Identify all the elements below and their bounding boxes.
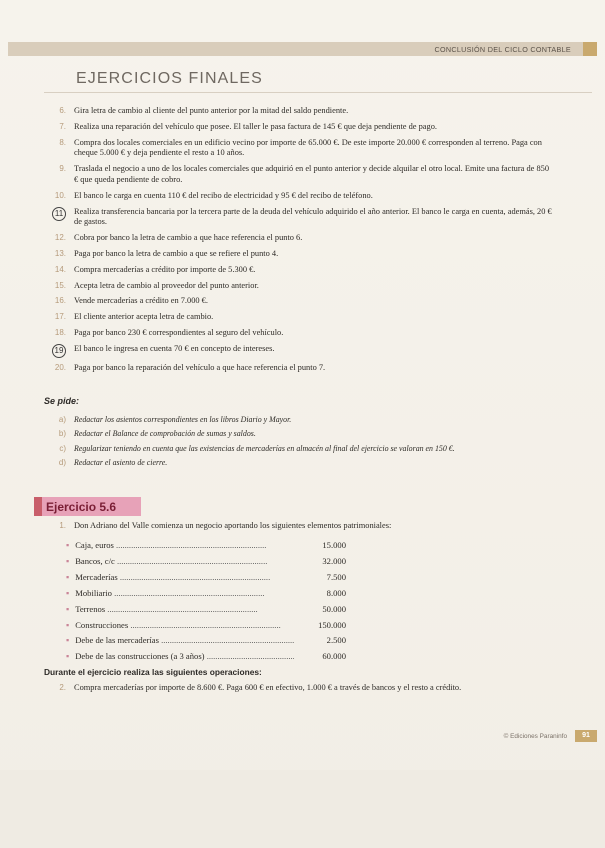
exercise-item [44, 521, 564, 532]
exercise-number: 12. [54, 233, 66, 243]
exercise-item [44, 328, 554, 339]
exercise-list [44, 106, 554, 374]
task-text: Redactar el asiento de cierre. [74, 458, 168, 468]
title-divider [44, 92, 592, 93]
balance-row [66, 570, 346, 586]
badge-accent-block [34, 497, 42, 516]
exercise-number: 15. [54, 280, 66, 290]
exercise-text: Paga por banco la reparación del vehículo a que hace referencia el punto 7. [74, 362, 326, 372]
exercise-item [44, 164, 554, 186]
balance-row [66, 586, 346, 602]
exercise-item [44, 233, 554, 244]
task-letter: d) [58, 458, 66, 468]
page-bottom-margin [0, 770, 605, 848]
exercise-number: 13. [54, 248, 66, 258]
bullet-icon: ▪ [66, 635, 70, 646]
exercise-text: Paga por banco 230 € correspondientes al seguro del vehículo. [74, 327, 284, 337]
balance-label: Debe de las construcciones (a 3 años) ..... [75, 649, 294, 665]
header-accent-block [583, 42, 597, 56]
exercise-item [44, 363, 554, 374]
exercise-item [44, 296, 554, 307]
balance-label: Debe de las mercaderías ..... [75, 633, 294, 649]
task-letter: a) [58, 415, 66, 424]
balance-label: Bancos, c/c ..... [75, 554, 294, 570]
exercise-text: El banco le carga en cuenta 110 € del recibo de electricidad y 95 € del recibo de teléfono. [74, 190, 373, 200]
exercise-text: Acepta letra de cambio al proveedor del punto anterior. [74, 280, 259, 290]
balance-list [66, 538, 346, 665]
operations-heading: Durante el ejercicio realiza las siguientes operaciones: [44, 667, 262, 677]
exercise-item [44, 312, 554, 323]
exercise-text: Compra mercaderías por importe de 8.600 €. Paga 600 € en efectivo, 1.000 € a través de bancos y el resto a crédito. [74, 683, 462, 692]
exercise-number: 2. [59, 683, 66, 692]
exercise-item [44, 265, 554, 276]
task-list [44, 413, 564, 471]
bullet-icon: ▪ [66, 603, 70, 614]
balance-row [66, 618, 346, 634]
balance-label: Terrenos ..... [75, 602, 294, 618]
exercise-text: Don Adriano del Valle comienza un negocio aportando los siguientes elementos patrimoniales: [74, 521, 392, 530]
task-item [44, 442, 564, 456]
exercise-number: 7. [59, 121, 66, 131]
bullet-icon: ▪ [66, 619, 70, 630]
bullet-icon: ▪ [66, 651, 70, 662]
exercise-item [44, 191, 554, 202]
exercise-number: 6. [59, 106, 66, 115]
exercise-item [44, 106, 554, 117]
bullet-icon: ▪ [66, 555, 70, 566]
task-item [44, 413, 564, 427]
exercise-item [44, 281, 554, 292]
balance-row [66, 602, 346, 618]
exercise-intro [44, 521, 564, 532]
exercise-text: Realiza una reparación del vehículo que posee. El taller le pasa factura de 145 € que deja pendiente de pago. [74, 121, 437, 131]
exercise-item [44, 122, 554, 133]
task-letter: c) [59, 443, 66, 453]
exercise-text: Realiza transferencia bancaria por la tercera parte de la deuda del vehículo adquirido el año anterior. El banco le carga en cuenta, además, 20 € de gastos. [74, 206, 552, 227]
section-title: EJERCICIOS FINALES [76, 70, 263, 87]
balance-row [66, 649, 346, 665]
operation-list [44, 683, 544, 694]
exercise-number: 9. [59, 164, 66, 174]
balance-value: 60.000 [322, 651, 346, 662]
balance-value: 15.000 [322, 540, 346, 550]
balance-label: Mobiliario ..... [75, 586, 294, 602]
chapter-header-bar [8, 42, 593, 56]
exercise-text: Compra mercaderías a crédito por importe de 5.300 €. [74, 264, 256, 274]
exercise-number: 16. [54, 296, 66, 306]
balance-row [66, 633, 346, 649]
exercise-number: 20. [54, 362, 66, 372]
exercise-text: El banco le ingresa en cuenta 70 € en concepto de intereses. [74, 343, 275, 353]
exercise-text: Vende mercaderías a crédito en 7.000 €. [74, 296, 208, 306]
exercise-item [44, 207, 554, 229]
exercise-item [44, 138, 554, 160]
exercise-text: Traslada el negocio a uno de los locales comerciales que adquirió en el punto anterior y decide alquilar el otro local. Emite una factura de 850 € que queda pendiente de cobro. [74, 164, 550, 184]
task-text: Redactar los asientos correspondientes en los libros Diario y Mayor. [74, 415, 292, 424]
balance-value: 50.000 [322, 603, 346, 614]
chapter-header-title: CONCLUSIÓN DEL CICLO CONTABLE [434, 44, 571, 54]
exercise-number: 1. [59, 521, 66, 530]
task-item [44, 456, 564, 470]
balance-value: 7.500 [326, 571, 346, 582]
se-pide-heading: Se pide: [44, 396, 80, 406]
exercise-number: 8. [59, 137, 66, 147]
balance-label: Construcciones ..... [75, 618, 294, 634]
balance-label: Caja, euros ..... [75, 538, 294, 554]
balance-row [66, 554, 346, 570]
bullet-icon: ▪ [66, 587, 70, 598]
exercise-item [44, 344, 554, 358]
task-letter: b) [58, 429, 66, 439]
balance-label: Mercaderías ..... [75, 570, 294, 586]
page-number: 91 [575, 730, 597, 742]
balance-row [66, 538, 346, 554]
exercise-text: Paga por banco la letra de cambio a que se refiere el punto 4. [74, 248, 279, 258]
exercise-badge [34, 497, 141, 516]
exercise-text: Compra dos locales comerciales en un edificio vecino por importe de 65.000 €. De este importe 20.000 € corresponden al terreno. Paga con cheque 5.000 € y deja pendiente el resto a 10 años. [74, 137, 542, 158]
bullet-icon: ▪ [66, 571, 70, 582]
exercise-number: 14. [54, 264, 66, 274]
task-text: Regularizar teniendo en cuenta que las existencias de mercaderías en almacén al final del ejercicio se valoran en 150 €. [74, 443, 455, 453]
page-footer [504, 730, 597, 742]
balance-value: 32.000 [322, 555, 346, 566]
publisher-credit: © Ediciones Paraninfo [503, 732, 567, 740]
exercise-number: 10. [54, 190, 66, 200]
exercise-badge-label: Ejercicio 5.6 [46, 499, 117, 514]
balance-value: 150.000 [318, 619, 346, 630]
task-item [44, 427, 564, 441]
balance-value: 8.000 [326, 587, 346, 598]
exercise-text: Cobra por banco la letra de cambio a que hace referencia el punto 6. [74, 233, 303, 243]
exercise-text: Gira letra de cambio al cliente del punto anterior por la mitad del saldo pendiente. [74, 106, 349, 115]
exercise-number: 18. [54, 327, 66, 337]
exercise-number-circled: 11 [44, 207, 74, 221]
exercise-number-circled: 19 [44, 344, 74, 358]
balance-value: 2.500 [326, 635, 346, 646]
task-text: Redactar el Balance de comprobación de sumas y saldos. [74, 429, 256, 439]
exercise-item [44, 249, 554, 260]
bullet-icon: ▪ [66, 540, 70, 550]
exercise-number: 17. [54, 312, 66, 322]
exercise-item [44, 683, 544, 694]
exercise-text: El cliente anterior acepta letra de cambio. [74, 312, 214, 322]
